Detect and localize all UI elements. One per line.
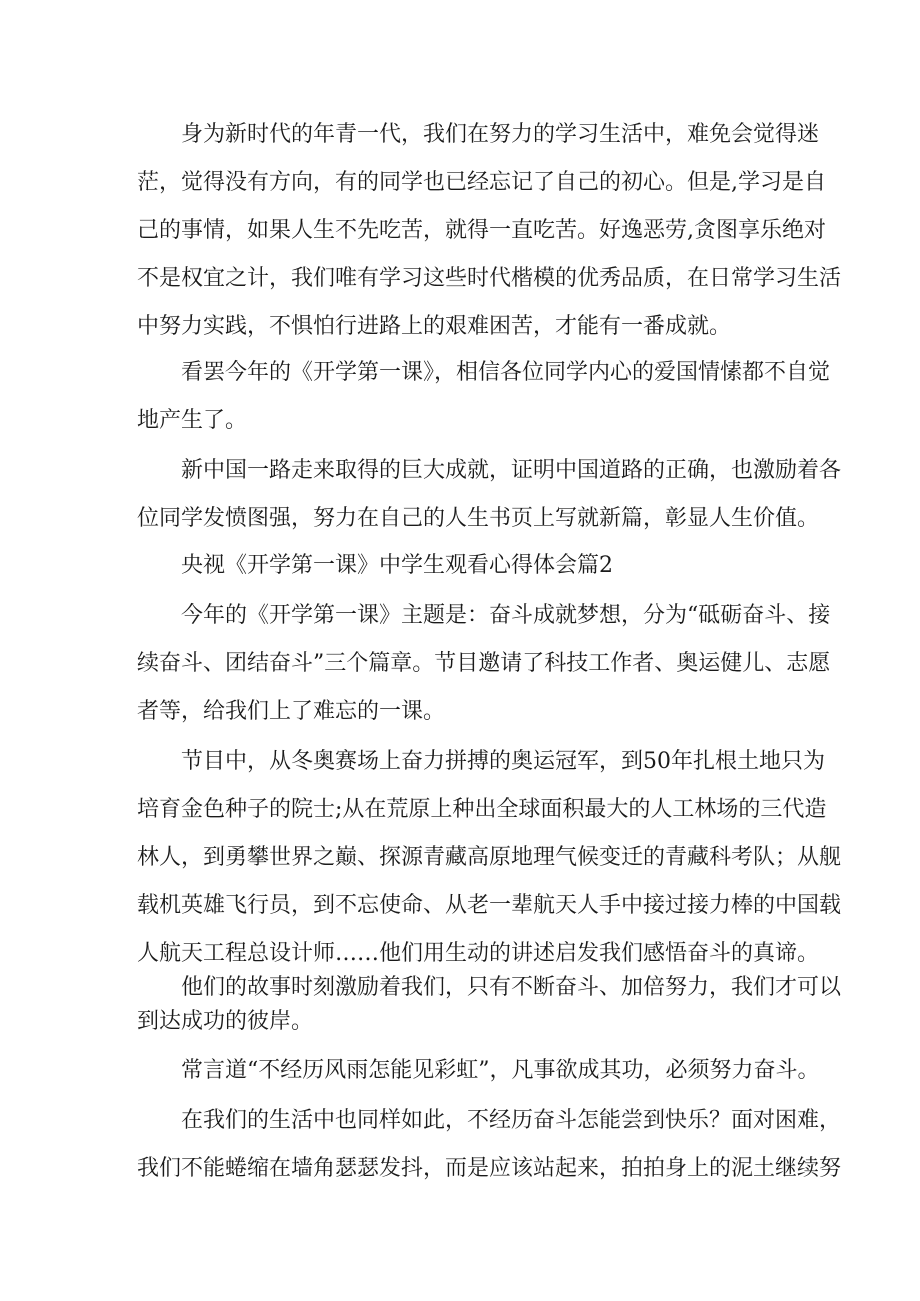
text-line: 节目中，从冬奥赛场上奋力拼搏的奥运冠军，到50年扎根土地只为 bbox=[181, 749, 825, 774]
text-line: 地产生了。 bbox=[137, 408, 248, 433]
text-line: 我们不能蜷缩在墙角瑟瑟发抖，而是应该站起来，拍拍身上的泥土继续努 bbox=[137, 1156, 842, 1181]
text-line: 林人，到勇攀世界之巅、探源青藏高原地理气候变迁的青藏科考队；从舰 bbox=[137, 845, 842, 870]
text-line: 人航天工程总设计师……他们用生动的讲述启发我们感悟奋斗的真谛。 bbox=[137, 941, 820, 966]
text-line: 常言道“不经历风雨怎能见彩虹”，凡事欲成其功，必须努力奋斗。 bbox=[181, 1058, 820, 1083]
text-line: 载机英雄飞行员，到不忘使命、从老一辈航天人手中接过接力棒的中国载 bbox=[137, 893, 842, 918]
text-line: 在我们的生活中也同样如此，不经历奋斗怎能尝到快乐？面对困难， bbox=[181, 1108, 842, 1133]
text-line: 者等，给我们上了难忘的一课。 bbox=[137, 699, 446, 724]
section-heading: 央视《开学第一课》中学生观看心得体会篇2 bbox=[181, 553, 613, 578]
text-line: 新中国一路走来取得的巨大成就，证明中国道路的正确，也激励着各 bbox=[181, 458, 842, 483]
text-line: 己的事情，如果人生不先吃苦，就得一直吃苦。好逸恶劳,贪图享乐绝对 bbox=[137, 218, 826, 243]
text-line: 不是权宜之计，我们唯有学习这些时代楷模的优秀品质，在日常学习生活 bbox=[137, 266, 842, 291]
text-line: 中努力实践，不惧怕行进路上的艰难困苦，才能有一番成就。 bbox=[137, 314, 732, 339]
text-line: 茫，觉得没有方向，有的同学也已经忘记了自己的初心。但是,学习是自 bbox=[137, 170, 826, 195]
text-line: 身为新时代的年青一代，我们在努力的学习生活中，难免会觉得迷 bbox=[181, 122, 820, 147]
text-line: 他们的故事时刻激励着我们，只有不断奋斗、加倍努力，我们才可以 bbox=[181, 975, 842, 1000]
text-line: 到达成功的彼岸。 bbox=[137, 1009, 314, 1034]
text-line: 今年的《开学第一课》主题是：奋斗成就梦想，分为“砥砺奋斗、接 bbox=[181, 603, 831, 628]
text-line: 看罢今年的《开学第一课》，相信各位同学内心的爱国情愫都不自觉 bbox=[181, 360, 831, 385]
text-line: 培育金色种子的院士;从在荒原上种出全球面积最大的人工林场的三代造 bbox=[137, 797, 827, 822]
text-line: 位同学发愤图强，努力在自己的人生书页上写就新篇，彰显人生价值。 bbox=[137, 506, 820, 531]
text-line: 续奋斗、团结奋斗”三个篇章。节目邀请了科技工作者、奥运健儿、志愿 bbox=[137, 651, 831, 676]
